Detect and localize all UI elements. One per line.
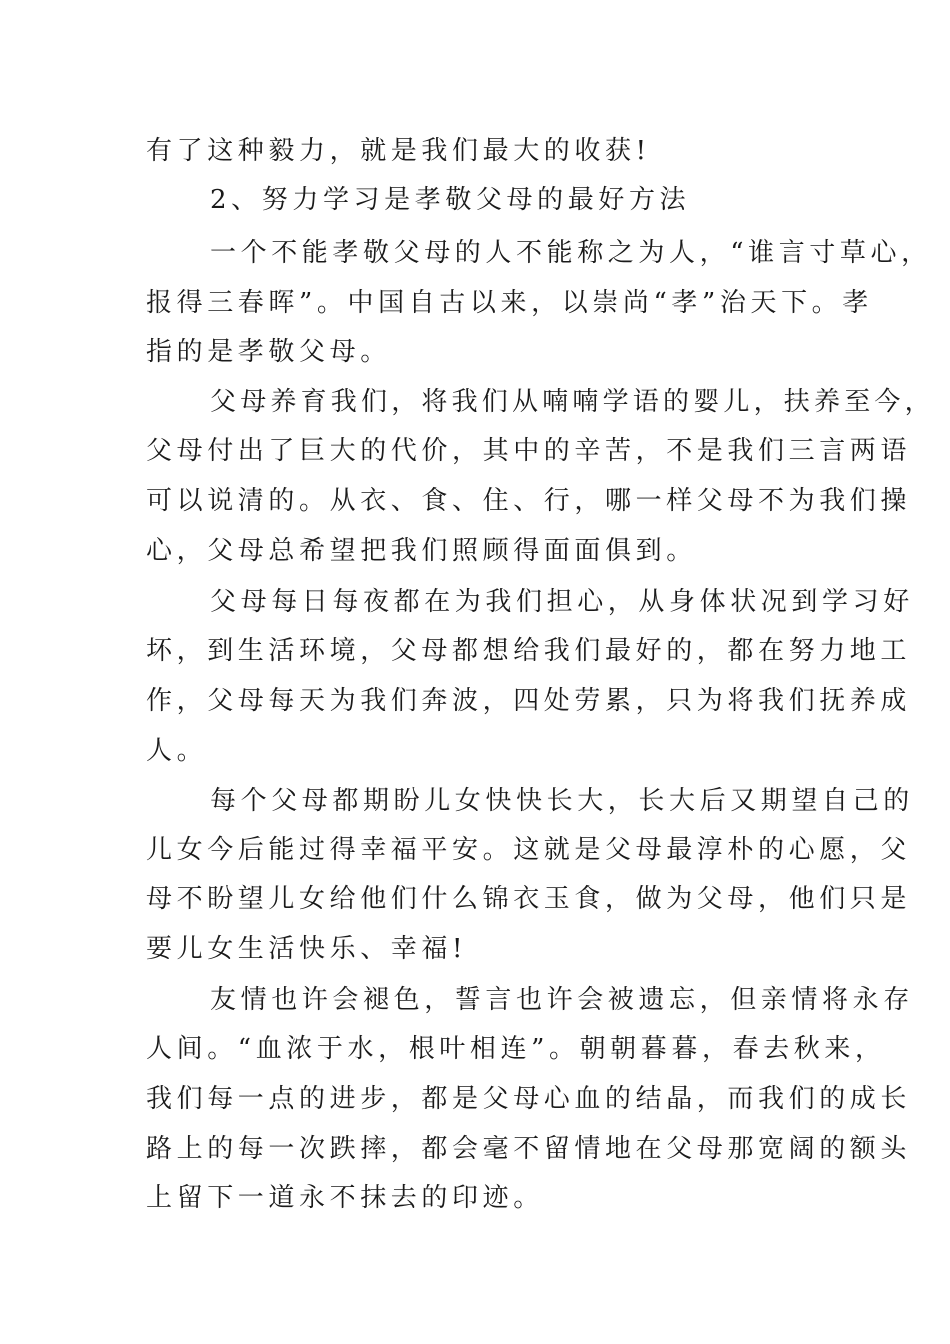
paragraph-line: 心，父母总希望把我们照顾得面面俱到。 [146,536,697,566]
paragraph-line: 母不盼望儿女给他们什么锦衣玉食，做为父母，他们只是 [146,884,912,914]
paragraph-line: 人。 [146,736,208,766]
paragraph-line: 指的是孝敬父母。 [146,337,391,367]
paragraph-line: 一个不能孝敬父母的人不能称之为人，“谁言寸草心， [210,238,932,268]
text-line: 有了这种毅力，就是我们最大的收获! [146,136,651,166]
paragraph-line: 父母付出了巨大的代价，其中的辛苦，不是我们三言两语 [146,436,912,466]
paragraph-line: 路上的每一次跌摔，都会毫不留情地在父母那宽阔的额头 [146,1134,912,1164]
paragraph-line: 我们每一点的进步，都是父母心血的结晶，而我们的成长 [146,1084,912,1114]
paragraph-line: 上留下一道永不抹去的印迹。 [146,1183,544,1213]
paragraph-line: 每个父母都期盼儿女快快长大，长大后又期望自己的 [210,786,914,816]
paragraph-line: 作，父母每天为我们奔波，四处劳累，只为将我们抚养成 [146,686,912,716]
paragraph-line: 要儿女生活快乐、幸福! [146,934,468,964]
paragraph-line: 可以说清的。从衣、食、住、行，哪一样父母不为我们操 [146,486,912,516]
paragraph-line: 儿女今后能过得幸福平安。这就是父母最淳朴的心愿，父 [146,835,912,865]
paragraph-line: 人间。“血浓于水，根叶相连”。朝朝暮暮，春去秋来， [146,1034,886,1064]
section-heading: 2、努力学习是孝敬父母的最好方法 [210,185,691,215]
paragraph-line: 报得三春晖”。中国自古以来，以崇尚“孝”治天下。孝 [146,288,873,318]
paragraph-line: 父母养育我们，将我们从喃喃学语的婴儿，扶养至今， [210,387,935,417]
paragraph-line: 友情也许会褪色，誓言也许会被遗忘，但亲情将永存 [210,985,914,1015]
paragraph-line: 父母每日每夜都在为我们担心，从身体状况到学习好 [210,587,914,617]
paragraph-line: 坏，到生活环境，父母都想给我们最好的，都在努力地工 [146,636,912,666]
